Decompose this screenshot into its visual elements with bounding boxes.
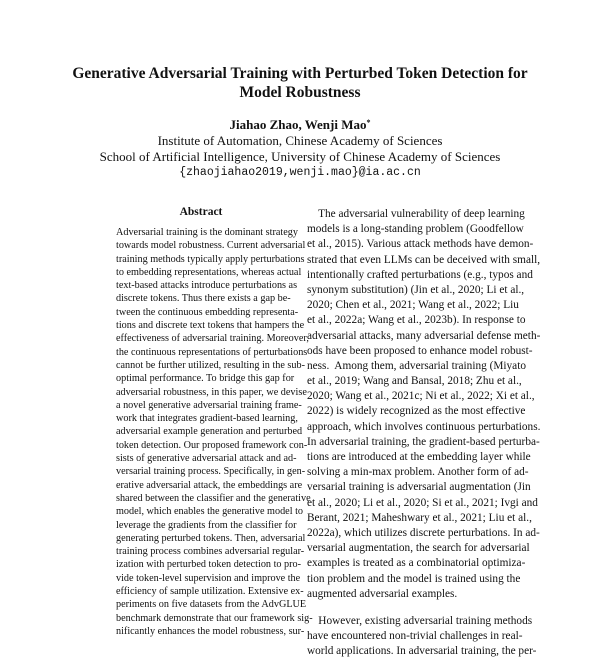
body-text-line: 2022a), which utilizes discrete perturbations. In ad- xyxy=(307,526,540,539)
body-text-line: 2020; Wang et al., 2021c; Ni et al., 2022; Xi et al., xyxy=(307,390,535,403)
abstract-line: adversarial robustness, in this paper, we devise xyxy=(116,386,307,398)
corresponding-author-mark: * xyxy=(366,118,371,127)
title-line: Model Robustness xyxy=(239,84,361,101)
body-text-line: 2022) is widely recognized as the most effective xyxy=(307,405,526,418)
body-text-line: have encountered non-trivial challenges in real- xyxy=(307,630,523,643)
body-text-line: ods have been proposed to enhance model robust- xyxy=(307,344,533,357)
abstract-line: the continuous representations of perturbations xyxy=(116,346,308,358)
abstract-line: shared between the classifier and the generative xyxy=(116,492,311,504)
intro-paragraph-2 xyxy=(307,614,537,659)
author-email: {zhaojiahao2019,wenji.mao}@ia.ac.cn xyxy=(179,166,421,179)
body-text-line: The adversarial vulnerability of deep learning xyxy=(307,208,525,220)
abstract-line: effectiveness of adversarial training. Moreover, xyxy=(116,333,309,345)
abstract-line: training methods typically apply perturbations xyxy=(116,253,305,265)
body-text-line: et al., 2022a; Wang et al., 2023b). In response to xyxy=(307,314,526,327)
body-text-line: solving a min-max problem. Another form of ad- xyxy=(307,466,529,479)
body-text-line: et al., 2019; Wang and Bansal, 2018; Zhu et al., xyxy=(307,375,522,388)
body-text-line: ness. Among them, adversarial training (Miyato xyxy=(307,359,526,372)
abstract-line: sists of generative adversarial attack and ad- xyxy=(116,453,297,465)
abstract-line: adversarial example generation and perturbed xyxy=(116,426,303,438)
body-text-line: examples is treated as a combinatorial optimiza- xyxy=(307,557,526,570)
abstract-line: discrete tokens. Thus there exists a gap be- xyxy=(116,293,291,305)
abstract-line: nificantly enhances the model robustness, sur- xyxy=(116,625,305,637)
body-text-line: world applications. In adversarial training, the per- xyxy=(307,645,537,658)
body-text-line: augmented adversarial examples. xyxy=(307,587,458,600)
abstract-line: Adversarial training is the dominant strategy xyxy=(116,227,298,238)
abstract-line: training process combines adversarial regular- xyxy=(116,546,305,558)
body-text-line: tions are introduced at the embedding layer while xyxy=(307,451,531,463)
body-text-line: However, existing adversarial training methods xyxy=(307,614,533,627)
body-text-line: et al., 2015). Various attack methods have demon- xyxy=(307,238,534,251)
abstract-line: leverage the gradients from the classifier for xyxy=(116,519,297,531)
abstract-line: token detection. Our proposed framework con- xyxy=(116,439,308,451)
paper-title xyxy=(60,64,540,102)
body-text-line: In adversarial training, the gradient-based perturba- xyxy=(307,435,540,448)
body-text-line: adversarial attacks, many adversarial defense meth- xyxy=(307,329,541,342)
body-text-line: strated that even LLMs can be deceived with small, xyxy=(307,253,541,266)
abstract-line: versarial training process. Specifically, in gen- xyxy=(116,466,306,478)
author-block xyxy=(40,117,560,181)
author-names-text: Jiahao Zhao, Wenji Mao xyxy=(229,117,367,132)
body-text-line: versarial training is adversarial augmentation (Jin xyxy=(307,481,531,494)
body-text-line: approach, which involves continuous perturbations. xyxy=(307,420,541,433)
abstract-line: cannot be further utilized, resulting in the sub- xyxy=(116,359,305,371)
intro-paragraph-1 xyxy=(307,207,541,602)
body-text-line: synonym substitution) (Jin et al., 2020; Li et al., xyxy=(307,283,525,296)
body-text-line: Berant, 2021; Maheshwary et al., 2021; Liu et al., xyxy=(307,511,532,524)
abstract-line: model, which enables the generative model to xyxy=(116,506,303,518)
abstract-text xyxy=(116,226,313,638)
title-line: Generative Adversarial Training with Perturbed Token Detection for xyxy=(72,65,528,82)
body-text-line: et al., 2020; Li et al., 2020; Si et al., 2021; Ivgi and xyxy=(307,496,538,509)
abstract-section xyxy=(116,204,313,638)
abstract-line: periments on five datasets from the AdvGLUE xyxy=(116,599,307,611)
abstract-line: generating perturbed tokens. Then, adversarial xyxy=(116,532,306,544)
abstract-line: erative adversarial attack, the embeddings are xyxy=(116,479,303,491)
introduction-text-column xyxy=(307,207,541,659)
body-text-line: intentionally crafted perturbations (e.g., typos and xyxy=(307,268,533,281)
body-text-line: 2020; Chen et al., 2021; Wang et al., 2022; Liu xyxy=(307,299,519,312)
body-text-line: versarial augmentation, the search for adversarial xyxy=(307,542,530,555)
abstract-line: a novel generative adversarial training frame- xyxy=(116,399,302,411)
abstract-line: benchmark demonstrate that our framework sig- xyxy=(116,612,313,624)
abstract-line: work that integrates gradient-based learning, xyxy=(116,413,298,425)
abstract-line: ization with perturbed token detection to pro- xyxy=(116,559,302,571)
abstract-line: text-based attacks introduce perturbations as xyxy=(116,280,298,292)
abstract-line: tions and discrete text tokens that hampers the xyxy=(116,320,305,332)
body-text-line: models is a long-standing problem (Goodfellow xyxy=(307,223,524,236)
abstract-line: towards model robustness. Current adversarial xyxy=(116,240,306,252)
author-names xyxy=(40,117,560,133)
body-text-line: tion problem and the model is trained using the xyxy=(307,572,521,585)
abstract-line: efficiency of sample utilization. Extensive ex- xyxy=(116,586,304,598)
abstract-line: to embedding representations, whereas actual xyxy=(116,266,302,278)
abstract-line: optimal performance. To bridge this gap for xyxy=(116,373,295,385)
affiliation: Institute of Automation, Chinese Academy of Sciences xyxy=(157,133,443,148)
abstract-line: tween the continuous embedding representa- xyxy=(116,306,299,318)
abstract-heading: Abstract xyxy=(179,206,223,218)
abstract-line: vide token-level supervision and improve the xyxy=(116,572,301,584)
affiliation: School of Artificial Intelligence, University of Chinese Academy of Sciences xyxy=(99,149,501,164)
